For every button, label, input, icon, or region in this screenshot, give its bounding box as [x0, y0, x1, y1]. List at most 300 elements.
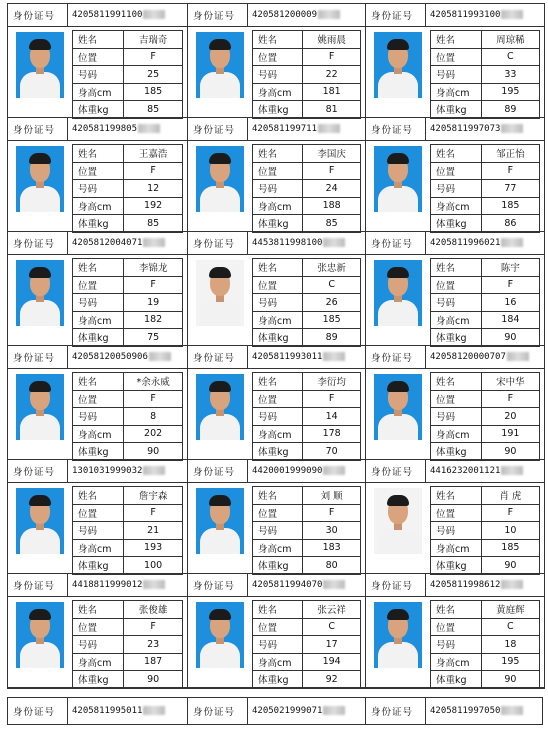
name-label: 姓名	[253, 145, 303, 162]
player-photo	[16, 602, 64, 668]
player-number: 33	[504, 68, 517, 80]
number-label: 号码	[431, 636, 482, 653]
number-label: 号码	[73, 180, 124, 197]
player-name: 肖 虎	[499, 491, 522, 503]
redaction-blur	[501, 706, 523, 715]
player-position: F	[150, 507, 156, 519]
id-number: 420581199805	[72, 124, 138, 134]
id-number: 4205811996021	[430, 238, 501, 248]
id-label: 身份证号	[188, 574, 248, 596]
footer-id-cell	[188, 698, 366, 724]
player-position: F	[328, 51, 335, 63]
player-name: 姚雨晨	[317, 35, 346, 47]
redaction-blur	[501, 238, 523, 247]
id-number: 420581200009	[252, 10, 318, 20]
player-weight: 90	[147, 445, 160, 457]
roster-sheet	[7, 3, 545, 689]
weight-label: 体重kg	[73, 329, 124, 346]
id-number: 4205811998612	[430, 580, 501, 590]
number-label: 号码	[253, 294, 303, 311]
number-label: 号码	[73, 636, 124, 653]
player-photo	[374, 146, 422, 212]
name-label: 姓名	[73, 31, 124, 48]
id-label: 身份证号	[366, 346, 426, 368]
player-photo	[196, 260, 244, 326]
id-row	[8, 232, 187, 255]
player-number: 26	[325, 296, 338, 308]
name-label: 姓名	[431, 487, 482, 504]
redaction-blur	[323, 580, 345, 589]
player-photo	[196, 602, 244, 668]
id-label: 身份证号	[8, 460, 68, 482]
number-label: 号码	[73, 408, 124, 425]
player-position: F	[150, 393, 156, 405]
position-label: 位置	[253, 391, 303, 408]
id-number: 4453811998100	[252, 238, 323, 248]
height-label: 身高cm	[431, 84, 482, 101]
player-name: 邹正怡	[496, 149, 525, 161]
weight-label: 体重kg	[431, 101, 482, 118]
player-info-table	[252, 144, 361, 233]
position-label: 位置	[73, 163, 124, 180]
id-row	[8, 4, 187, 27]
player-info-table	[430, 600, 540, 689]
weight-label: 体重kg	[431, 215, 482, 232]
id-label: 身份证号	[8, 118, 68, 140]
id-row	[188, 346, 365, 369]
id-number: 4205811997050	[430, 706, 501, 716]
player-photo	[374, 488, 422, 554]
player-height: 192	[144, 200, 163, 212]
name-label: 姓名	[253, 31, 303, 48]
id-row	[188, 4, 365, 27]
player-photo	[16, 374, 64, 440]
id-number: 4205811993100	[430, 10, 501, 20]
player-card	[188, 574, 366, 688]
footer-id-cell	[8, 698, 188, 724]
player-info-table	[252, 372, 361, 461]
player-info-table	[252, 486, 361, 575]
player-photo	[196, 374, 244, 440]
player-weight: 90	[504, 331, 517, 343]
player-photo	[16, 260, 64, 326]
footer-id-cell	[366, 698, 544, 724]
weight-label: 体重kg	[73, 443, 124, 460]
redaction-blur	[323, 466, 345, 475]
redaction-blur	[507, 352, 529, 361]
number-label: 号码	[73, 294, 124, 311]
height-label: 身高cm	[253, 426, 303, 443]
name-label: 姓名	[431, 601, 482, 618]
player-info-table	[252, 600, 361, 689]
player-name: 李衍均	[317, 377, 346, 389]
id-row	[8, 460, 187, 483]
height-label: 身高cm	[253, 654, 303, 671]
player-info-table	[72, 486, 183, 575]
player-name: 张俊雄	[138, 605, 168, 617]
player-weight: 90	[504, 559, 517, 571]
player-number: 18	[504, 638, 517, 650]
redaction-blur	[143, 238, 165, 247]
position-label: 位置	[253, 163, 303, 180]
position-label: 位置	[253, 49, 303, 66]
player-number: 22	[325, 68, 338, 80]
player-position: C	[507, 51, 514, 63]
player-info-table	[252, 258, 361, 347]
player-height: 185	[322, 314, 341, 326]
player-photo	[196, 488, 244, 554]
player-height: 194	[322, 656, 341, 668]
player-number: 12	[147, 182, 160, 194]
player-info-table	[252, 30, 361, 119]
player-weight: 89	[504, 103, 517, 115]
number-label: 号码	[431, 522, 482, 539]
player-card	[366, 4, 544, 118]
player-number: 77	[504, 182, 517, 194]
player-photo	[16, 32, 64, 98]
player-photo	[374, 32, 422, 98]
player-info-table	[430, 258, 540, 347]
name-label: 姓名	[431, 31, 482, 48]
player-weight: 75	[147, 331, 160, 343]
height-label: 身高cm	[431, 198, 482, 215]
position-label: 位置	[73, 391, 124, 408]
weight-label: 体重kg	[253, 215, 303, 232]
redaction-blur	[501, 124, 523, 133]
weight-label: 体重kg	[253, 557, 303, 574]
redaction-blur	[318, 124, 340, 133]
name-label: 姓名	[253, 487, 303, 504]
player-height: 184	[501, 314, 520, 326]
id-label: 身份证号	[8, 4, 68, 26]
id-row	[366, 574, 544, 597]
height-label: 身高cm	[253, 198, 303, 215]
player-name: *余永威	[136, 377, 170, 389]
id-row	[366, 232, 544, 255]
player-weight: 81	[325, 103, 338, 115]
redaction-blur	[149, 352, 171, 361]
number-label: 号码	[431, 408, 482, 425]
player-weight: 89	[325, 331, 338, 343]
player-weight: 90	[504, 445, 517, 457]
id-label: 身份证号	[366, 460, 426, 482]
number-label: 号码	[253, 636, 303, 653]
player-position: F	[507, 279, 514, 291]
player-photo	[374, 260, 422, 326]
id-label: 身份证号	[366, 698, 426, 724]
id-number: 420581199711	[252, 124, 318, 134]
name-label: 姓名	[253, 601, 303, 618]
player-number: 21	[147, 524, 160, 536]
id-label: 身份证号	[8, 698, 68, 724]
player-name: 李锦龙	[138, 263, 168, 275]
id-number: 4205811993011	[252, 352, 323, 362]
player-card	[366, 232, 544, 346]
player-name: 周琼稀	[496, 35, 525, 47]
id-label: 身份证号	[366, 574, 426, 596]
weight-label: 体重kg	[73, 557, 124, 574]
player-name: 张忠新	[317, 263, 346, 275]
player-card	[188, 4, 366, 118]
id-label: 身份证号	[8, 574, 68, 596]
name-label: 姓名	[73, 487, 124, 504]
player-position: F	[328, 507, 335, 519]
player-photo	[16, 146, 64, 212]
player-info-table	[430, 30, 540, 119]
player-info-table	[72, 30, 183, 119]
id-label: 身份证号	[8, 232, 68, 254]
player-number: 17	[325, 638, 338, 650]
redaction-blur	[501, 10, 523, 19]
weight-label: 体重kg	[73, 215, 124, 232]
player-position: F	[328, 393, 335, 405]
player-card	[366, 346, 544, 460]
player-card	[188, 118, 366, 232]
player-position: F	[150, 621, 156, 633]
id-row	[366, 4, 544, 27]
id-row	[188, 118, 365, 141]
redaction-blur	[323, 352, 345, 361]
player-number: 20	[504, 410, 517, 422]
id-number: 4205812004071	[72, 238, 143, 248]
player-name: 吉瑞奇	[138, 35, 168, 47]
player-position: F	[507, 165, 514, 177]
player-position: C	[328, 621, 335, 633]
player-number: 23	[147, 638, 160, 650]
player-info-table	[430, 144, 540, 233]
weight-label: 体重kg	[73, 101, 124, 118]
player-name: 詹宇森	[138, 491, 168, 503]
player-weight: 100	[144, 559, 163, 571]
player-position: F	[507, 393, 514, 405]
player-card	[8, 346, 188, 460]
height-label: 身高cm	[73, 426, 124, 443]
id-label: 身份证号	[366, 118, 426, 140]
number-label: 号码	[431, 66, 482, 83]
id-label: 身份证号	[188, 118, 248, 140]
height-label: 身高cm	[73, 198, 124, 215]
redaction-blur	[143, 10, 165, 19]
player-number: 19	[147, 296, 160, 308]
player-card	[8, 4, 188, 118]
name-label: 姓名	[73, 259, 124, 276]
name-label: 姓名	[431, 373, 482, 390]
redaction-blur	[143, 466, 165, 475]
player-number: 16	[504, 296, 517, 308]
height-label: 身高cm	[253, 84, 303, 101]
position-label: 位置	[73, 49, 124, 66]
player-card	[8, 232, 188, 346]
id-label: 身份证号	[188, 346, 248, 368]
height-label: 身高cm	[253, 312, 303, 329]
player-card	[366, 574, 544, 688]
player-height: 181	[322, 86, 341, 98]
position-label: 位置	[73, 619, 124, 636]
id-label: 身份证号	[8, 346, 68, 368]
height-label: 身高cm	[73, 540, 124, 557]
player-weight: 85	[147, 103, 160, 115]
id-label: 身份证号	[366, 4, 426, 26]
player-position: F	[150, 165, 156, 177]
player-height: 188	[322, 200, 341, 212]
id-row	[366, 118, 544, 141]
player-photo	[16, 488, 64, 554]
player-name: 李国庆	[317, 149, 346, 161]
player-height: 185	[144, 86, 163, 98]
id-row	[8, 574, 187, 597]
player-position: F	[150, 51, 156, 63]
position-label: 位置	[253, 505, 303, 522]
position-label: 位置	[431, 619, 482, 636]
player-height: 183	[322, 542, 341, 554]
weight-label: 体重kg	[431, 671, 482, 688]
player-position: C	[507, 621, 514, 633]
id-row	[366, 346, 544, 369]
player-number: 10	[504, 524, 517, 536]
height-label: 身高cm	[431, 540, 482, 557]
weight-label: 体重kg	[431, 557, 482, 574]
player-info-table	[430, 372, 540, 461]
weight-label: 体重kg	[73, 671, 124, 688]
name-label: 姓名	[253, 259, 303, 276]
player-height: 195	[501, 656, 520, 668]
number-label: 号码	[253, 66, 303, 83]
weight-label: 体重kg	[253, 329, 303, 346]
weight-label: 体重kg	[431, 329, 482, 346]
player-name: 王嘉浩	[138, 149, 168, 161]
position-label: 位置	[431, 49, 482, 66]
position-label: 位置	[73, 505, 124, 522]
id-label: 身份证号	[188, 460, 248, 482]
redaction-blur	[138, 124, 160, 133]
name-label: 姓名	[431, 259, 482, 276]
player-info-table	[72, 258, 183, 347]
height-label: 身高cm	[431, 654, 482, 671]
player-card	[188, 346, 366, 460]
redaction-blur	[323, 238, 345, 247]
position-label: 位置	[431, 505, 482, 522]
position-label: 位置	[253, 619, 303, 636]
weight-label: 体重kg	[253, 443, 303, 460]
position-label: 位置	[431, 391, 482, 408]
player-card	[188, 460, 366, 574]
height-label: 身高cm	[73, 84, 124, 101]
height-label: 身高cm	[73, 654, 124, 671]
player-height: 178	[322, 428, 341, 440]
number-label: 号码	[73, 66, 124, 83]
redaction-blur	[501, 580, 523, 589]
id-label: 身份证号	[188, 232, 248, 254]
id-row	[188, 574, 365, 597]
position-label: 位置	[431, 163, 482, 180]
id-label: 身份证号	[188, 4, 248, 26]
position-label: 位置	[73, 277, 124, 294]
height-label: 身高cm	[73, 312, 124, 329]
player-number: 24	[325, 182, 338, 194]
player-weight: 85	[147, 217, 160, 229]
weight-label: 体重kg	[253, 671, 303, 688]
footer-id-row	[7, 697, 543, 725]
player-height: 191	[501, 428, 520, 440]
height-label: 身高cm	[431, 312, 482, 329]
player-height: 195	[501, 86, 520, 98]
player-position: F	[150, 279, 156, 291]
player-info-table	[430, 486, 540, 575]
player-height: 202	[144, 428, 163, 440]
id-label: 身份证号	[188, 698, 248, 724]
player-name: 宋中华	[496, 377, 525, 389]
player-height: 185	[501, 542, 520, 554]
player-name: 黄庭辉	[496, 605, 525, 617]
redaction-blur	[501, 466, 523, 475]
id-number: 1301031999032	[72, 466, 143, 476]
weight-label: 体重kg	[253, 101, 303, 118]
id-row	[188, 460, 365, 483]
id-number: 4205811991100	[72, 10, 143, 20]
player-weight: 70	[325, 445, 338, 457]
player-photo	[374, 602, 422, 668]
id-number: 4205811994070	[252, 580, 323, 590]
id-number: 4205811997073	[430, 124, 501, 134]
player-info-table	[72, 372, 183, 461]
player-position: C	[328, 279, 335, 291]
player-weight: 90	[147, 673, 160, 685]
player-card	[188, 232, 366, 346]
player-height: 182	[144, 314, 163, 326]
player-card	[8, 574, 188, 688]
player-photo	[196, 146, 244, 212]
player-number: 8	[150, 410, 157, 422]
id-number: 4420001999090	[252, 466, 323, 476]
name-label: 姓名	[73, 145, 124, 162]
id-number: 42058120000707	[430, 352, 506, 362]
player-info-table	[72, 144, 183, 233]
id-row	[366, 460, 544, 483]
player-photo	[374, 374, 422, 440]
player-info-table	[72, 600, 183, 689]
player-grid	[8, 4, 544, 688]
id-number: 4416232001121	[430, 466, 501, 476]
player-height: 187	[144, 656, 163, 668]
player-card	[366, 460, 544, 574]
player-name: 陈宇	[500, 263, 520, 275]
number-label: 号码	[253, 408, 303, 425]
position-label: 位置	[253, 277, 303, 294]
player-card	[8, 118, 188, 232]
number-label: 号码	[73, 522, 124, 539]
player-position: F	[328, 165, 335, 177]
player-photo	[196, 32, 244, 98]
id-row	[8, 346, 187, 369]
name-label: 姓名	[431, 145, 482, 162]
player-position: F	[507, 507, 514, 519]
id-number: 4205021999071	[252, 706, 323, 716]
player-number: 14	[325, 410, 338, 422]
redaction-blur	[323, 706, 345, 715]
player-weight: 80	[325, 559, 338, 571]
player-height: 185	[501, 200, 520, 212]
number-label: 号码	[431, 180, 482, 197]
player-weight: 92	[325, 673, 338, 685]
id-number: 4205811995011	[72, 706, 143, 716]
id-row	[8, 118, 187, 141]
player-name: 张云祥	[317, 605, 346, 617]
id-row	[188, 232, 365, 255]
player-height: 193	[144, 542, 163, 554]
player-card	[366, 118, 544, 232]
height-label: 身高cm	[253, 540, 303, 557]
position-label: 位置	[431, 277, 482, 294]
